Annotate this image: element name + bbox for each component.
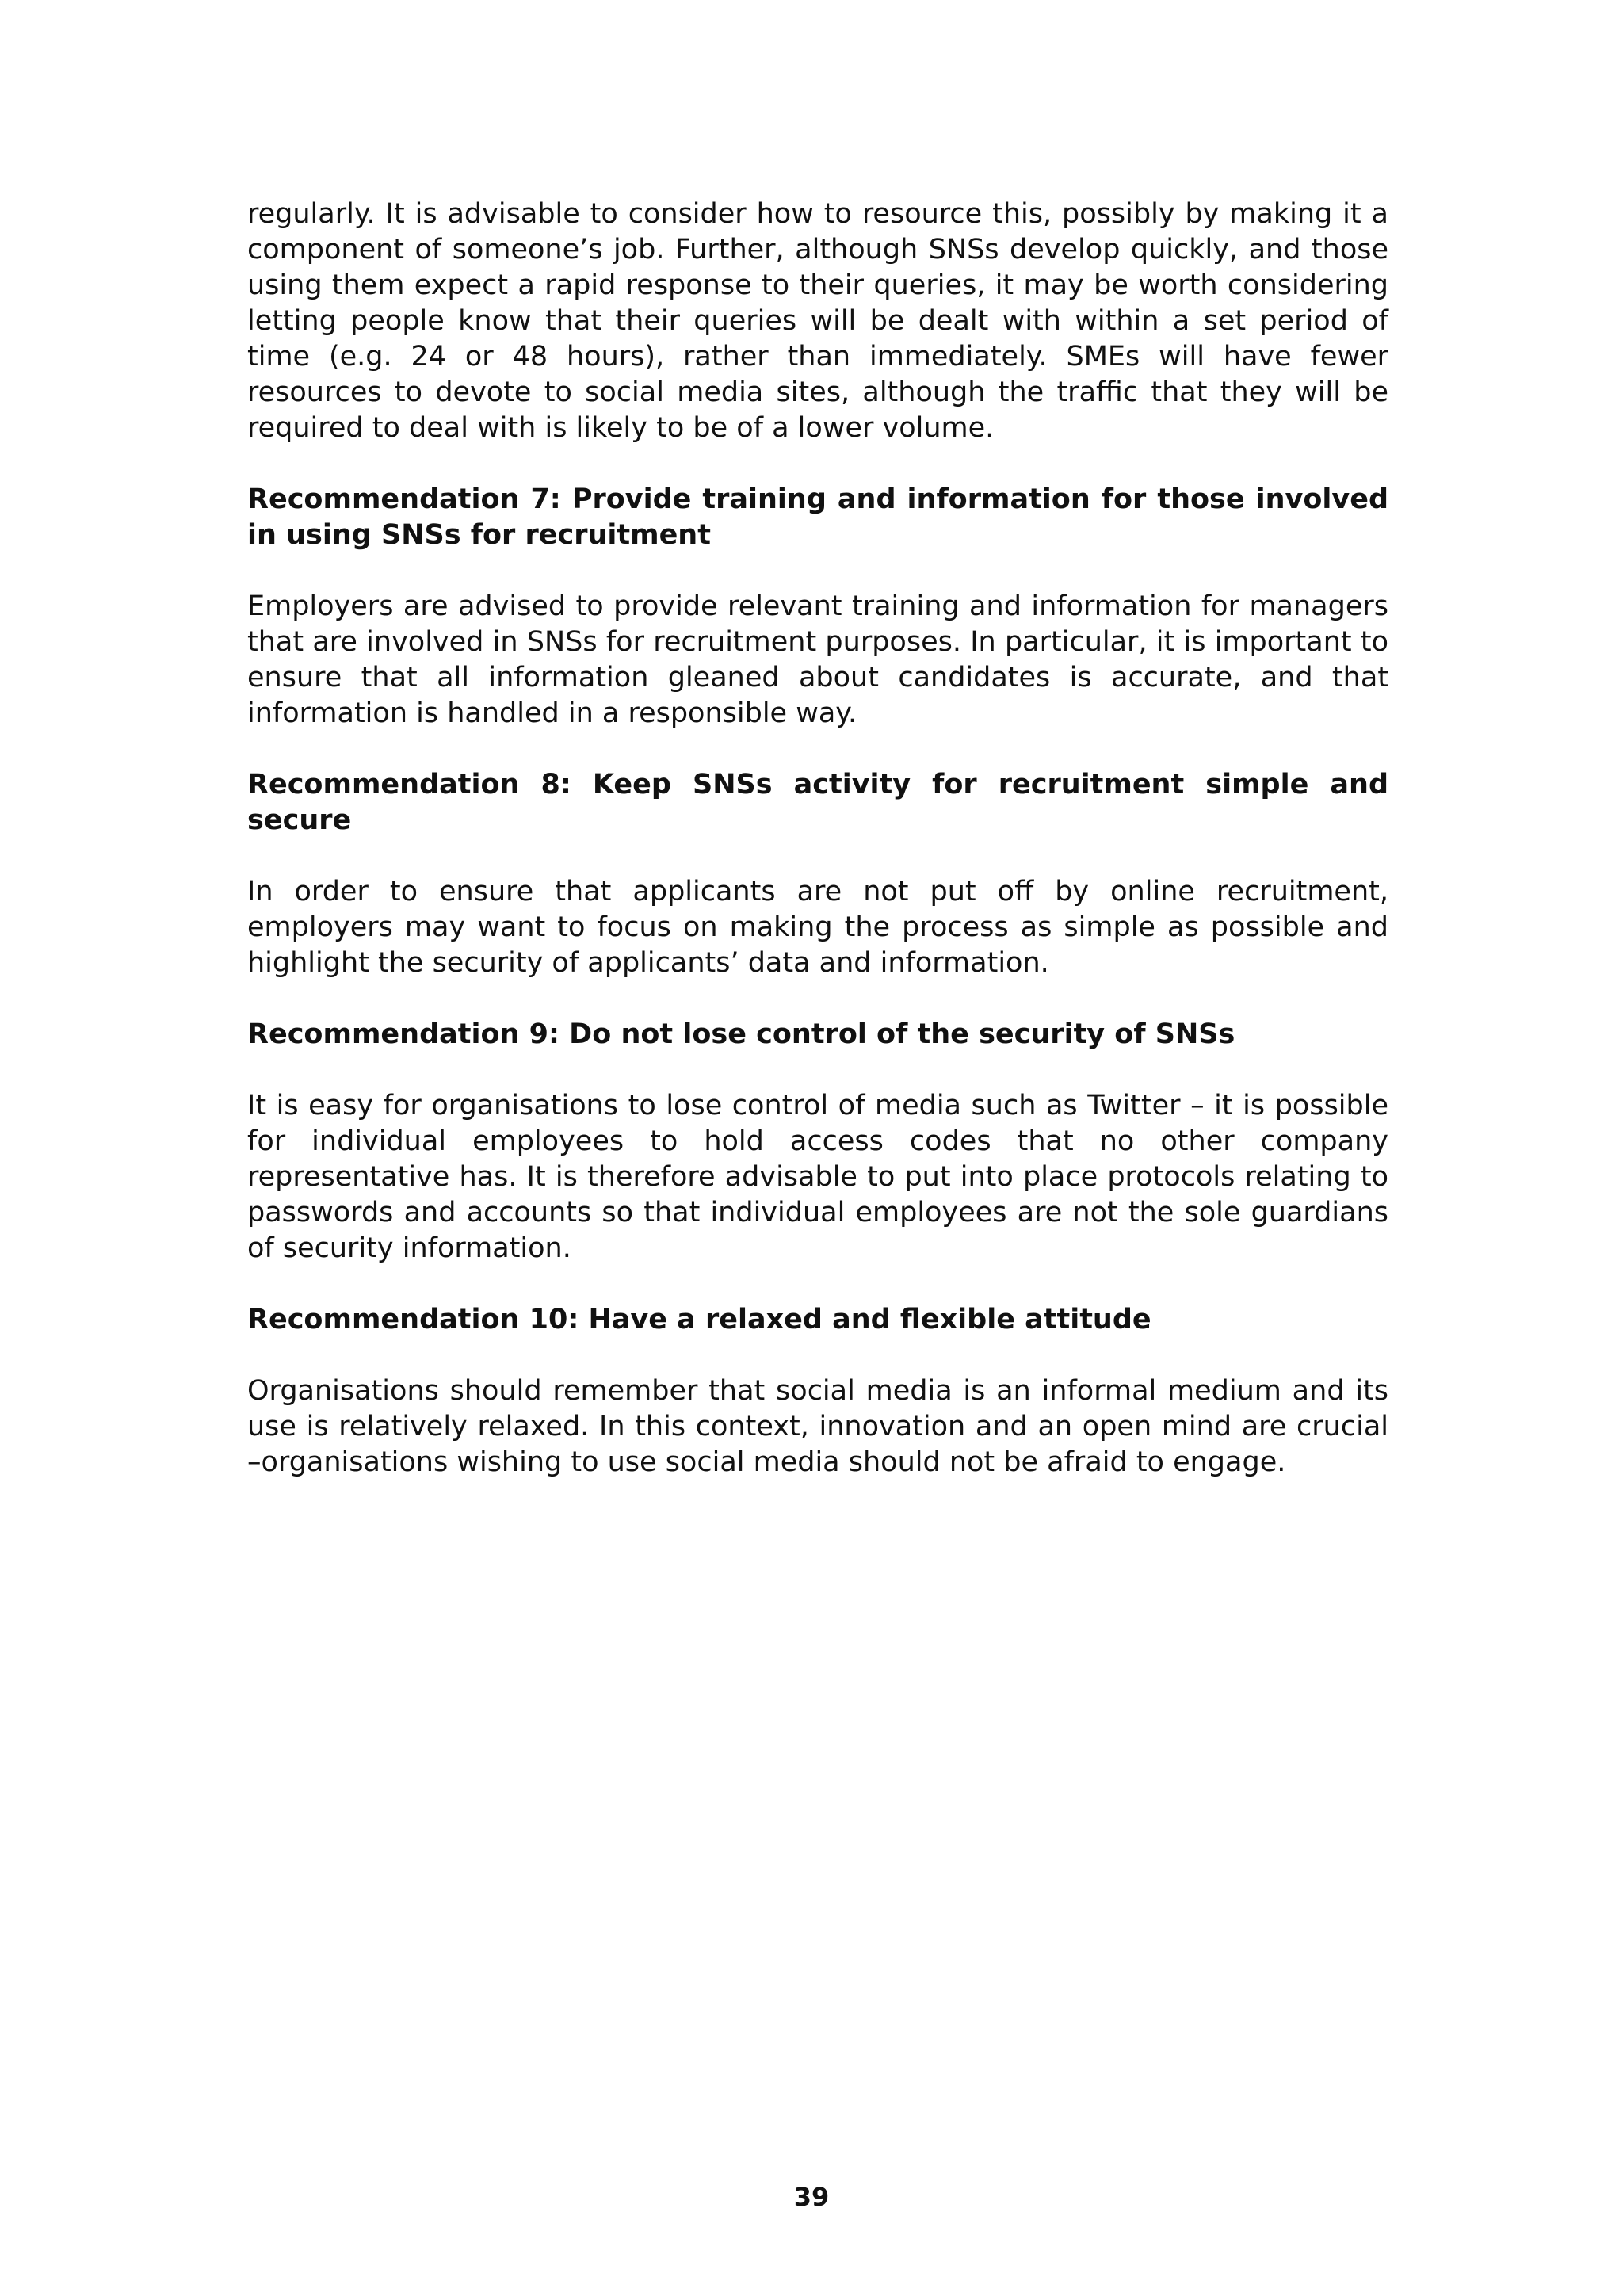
body-paragraph: Organisations should remember that social media is an informal medium and its use is relatively relaxed. In this context, innovation and an open mind are crucial –organisations wishing to use social media should not be afraid to engage.	[247, 1375, 1388, 1478]
page-body	[247, 197, 1388, 1480]
section-heading-recommendation-8: Recommendation 8: Keep SNSs activity for recruitment simple and secure	[247, 769, 1388, 836]
body-paragraph: regularly. It is advisable to consider how to resource this, possibly by making it a component of someone’s job. Further, although SNSs develop quickly, and those using them expect a rapid response to their queries, it may be worth considering letting people know that their queries will be dealt with within a set period of time (e.g. 24 or 48 hours), rather than immediately. SMEs will have fewer resources to devote to social media sites, although the traffic that they will be required to deal with is likely to be of a lower volume.	[247, 198, 1388, 444]
body-paragraph: In order to ensure that applicants are not put off by online recruitment, employers may want to focus on making the process as simple as possible and highlight the security of applicants’ data and information.	[247, 876, 1388, 979]
body-paragraph: It is easy for organisations to lose control of media such as Twitter – it is possible for individual employees to hold access codes that no other company representative has. It is therefore advisable to put into place protocols relating to passwords and accounts so that individual employees are not the sole guardians of security information.	[247, 1090, 1388, 1264]
section-heading-recommendation-9: Recommendation 9: Do not lose control of the security of SNSs	[247, 1018, 1235, 1050]
section-heading-recommendation-10: Recommendation 10: Have a relaxed and flexible attitude	[247, 1304, 1151, 1335]
section-heading-recommendation-7: Recommendation 7: Provide training and information for those involved in using SNSs for recruitment	[247, 483, 1388, 551]
body-paragraph: Employers are advised to provide relevant training and information for managers that are involved in SNSs for recruitment purposes. In particular, it is important to ensure that all information gleaned about candidates is accurate, and that information is handled in a responsible way.	[247, 590, 1388, 729]
page-number: 39	[793, 2182, 830, 2212]
